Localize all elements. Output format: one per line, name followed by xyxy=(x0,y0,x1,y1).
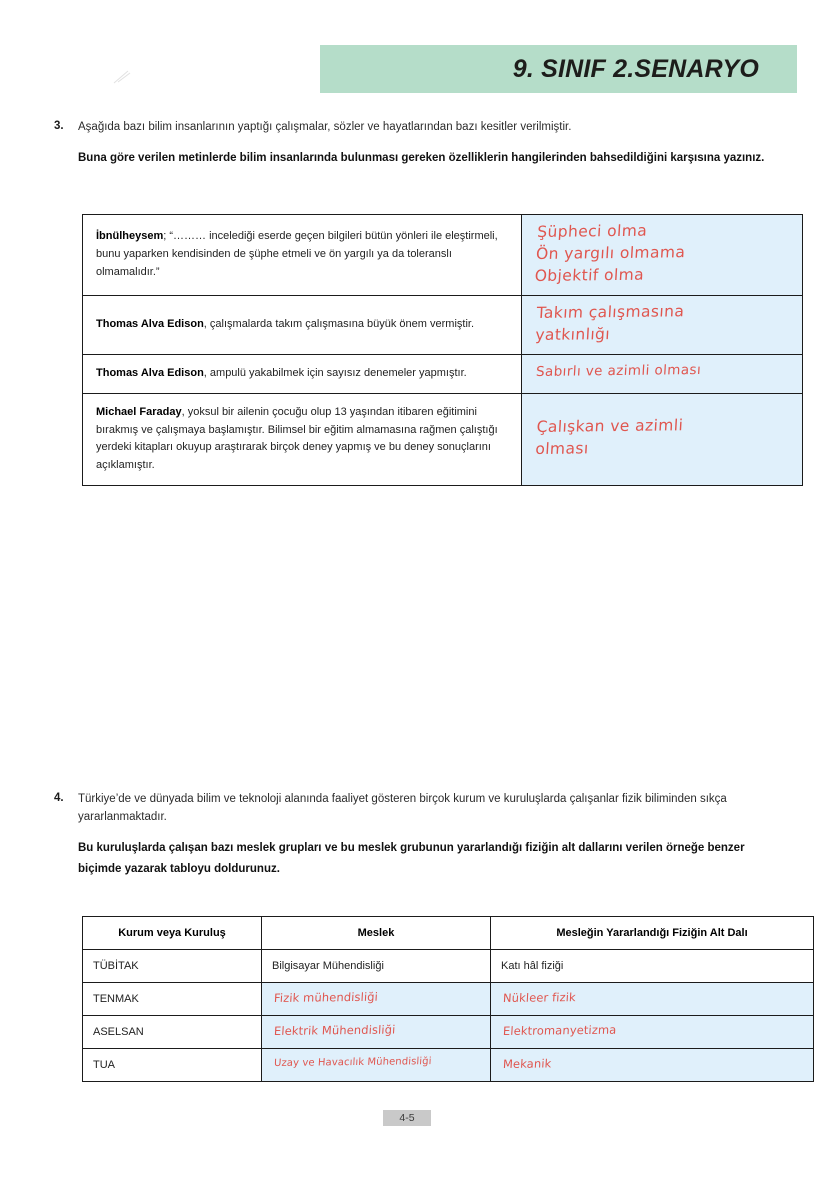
person-name: Thomas Alva Edison xyxy=(96,367,204,379)
header-banner xyxy=(320,45,797,93)
profession-cell: Bilgisayar Mühendisliği xyxy=(262,950,491,983)
subfield-cell[interactable] xyxy=(491,1016,814,1049)
handwritten-answer: Takım çalışmasına yatkınlığı xyxy=(534,302,685,344)
question-4-block xyxy=(54,790,780,879)
statement-cell xyxy=(83,296,522,355)
person-name: Michael Faraday xyxy=(96,405,182,418)
handwritten-profession: Uzay ve Havacılık Mühendisliği xyxy=(273,1056,432,1070)
answer-cell[interactable] xyxy=(522,393,803,485)
institution-cell: TENMAK xyxy=(83,983,262,1016)
handwritten-subfield: Nükleer fizik xyxy=(502,990,577,1006)
profession-cell[interactable] xyxy=(262,983,491,1016)
table-row xyxy=(83,950,814,983)
handwritten-subfield: Mekanik xyxy=(502,1056,552,1072)
table-row xyxy=(83,393,803,485)
page-title: 9. SINIF 2.SENARYO xyxy=(512,54,759,83)
question-4-instruction: Bu kuruluşlarda çalışan bazı meslek grupları ve bu meslek grubunun yararlandığı fiziğin alt dallarını verilen örneğe benzer biçimde yazarak tabloyu doldurunuz. xyxy=(78,842,745,875)
column-header-profession: Meslek xyxy=(262,917,491,950)
table-row xyxy=(83,1049,814,1082)
subfield-cell[interactable] xyxy=(491,1049,814,1082)
table-header-row xyxy=(83,917,814,950)
statement-cell xyxy=(83,215,522,296)
table-row xyxy=(83,215,803,296)
statement-cell xyxy=(83,355,522,394)
table-row xyxy=(83,355,803,394)
statement-text: , ampulü yakabilmek için sayısız denemeler yapmıştır. xyxy=(203,367,467,379)
handwritten-answer: Çalışkan ve azimli olması xyxy=(534,416,684,459)
scientists-table xyxy=(82,214,803,486)
table-row xyxy=(83,296,803,355)
answer-cell[interactable] xyxy=(522,215,803,296)
statement-text: , yoksul bir ailenin çocuğu olup 13 yaşından itibaren eğitimini bırakmış ve çalışmaya başlamıştır. Bilimsel bir eğitim almamasına rağmen çalıştığı yerdeki kitapları okuyup araştırarak birçok deney yapmış ve bu deney sonuçlarını açıklamıştır. xyxy=(96,405,498,472)
answer-cell[interactable] xyxy=(522,296,803,355)
institution-cell: ASELSAN xyxy=(83,1016,262,1049)
handwritten-profession: Fizik mühendisliği xyxy=(273,990,379,1006)
answer-cell[interactable] xyxy=(522,355,803,394)
subfield-cell: Katı hâl fiziği xyxy=(491,950,814,983)
pencil-scribble-icon xyxy=(112,68,136,86)
page-number-badge: 4-5 xyxy=(383,1110,431,1126)
handwritten-profession: Elektrik Mühendisliği xyxy=(273,1022,396,1039)
institution-cell: TUA xyxy=(83,1049,262,1082)
question-3-instruction: Buna göre verilen metinlerde bilim insanlarında bulunması gereken özelliklerin hangilerinden bahsedildiğini karşısına yazınız. xyxy=(78,152,765,165)
person-name: İbnülheysem xyxy=(96,230,164,243)
profession-cell[interactable] xyxy=(262,1016,491,1049)
handwritten-answer: Şüpheci olma Ön yargılı olmama Objektif olma xyxy=(534,221,686,285)
institutions-table xyxy=(82,916,814,1082)
statement-cell xyxy=(83,393,522,485)
question-4-number: 4. xyxy=(54,792,64,804)
subfield-cell[interactable] xyxy=(491,983,814,1016)
institution-cell: TÜBİTAK xyxy=(83,950,262,983)
handwritten-answer: Sabırlı ve azimli olması xyxy=(535,362,702,381)
statement-text: ; “……… incelediği eserde geçen bilgileri bütün yönleri ile eleştirmeli, bunu yaparken kendisinden de şüphe etmeli ve ön yargılı ya da toleranslı olmamalıdır.” xyxy=(96,230,498,278)
question-3-number: 3. xyxy=(54,120,64,132)
table-row xyxy=(83,1016,814,1049)
person-name: Thomas Alva Edison xyxy=(96,318,204,331)
question-3-intro: Aşağıda bazı bilim insanlarının yaptığı çalışmalar, sözler ve hayatlarından bazı kesitler verilmiştir. xyxy=(78,121,572,133)
handwritten-subfield: Elektromanyetizma xyxy=(502,1022,617,1039)
statement-text: , çalışmalarda takım çalışmasına büyük önem vermiştir. xyxy=(203,318,475,331)
profession-cell[interactable] xyxy=(262,1049,491,1082)
table-row xyxy=(83,983,814,1016)
question-3-block xyxy=(54,118,780,169)
question-4-intro: Türkiye’de ve dünyada bilim ve teknoloji alanında faaliyet gösteren birçok kurum ve kuruluşlarda çalışanlar fizik biliminden sıkça yararlanmaktadır. xyxy=(78,793,727,824)
column-header-subfield: Mesleğin Yararlandığı Fiziğin Alt Dalı xyxy=(491,917,814,950)
column-header-institution: Kurum veya Kuruluş xyxy=(83,917,262,950)
